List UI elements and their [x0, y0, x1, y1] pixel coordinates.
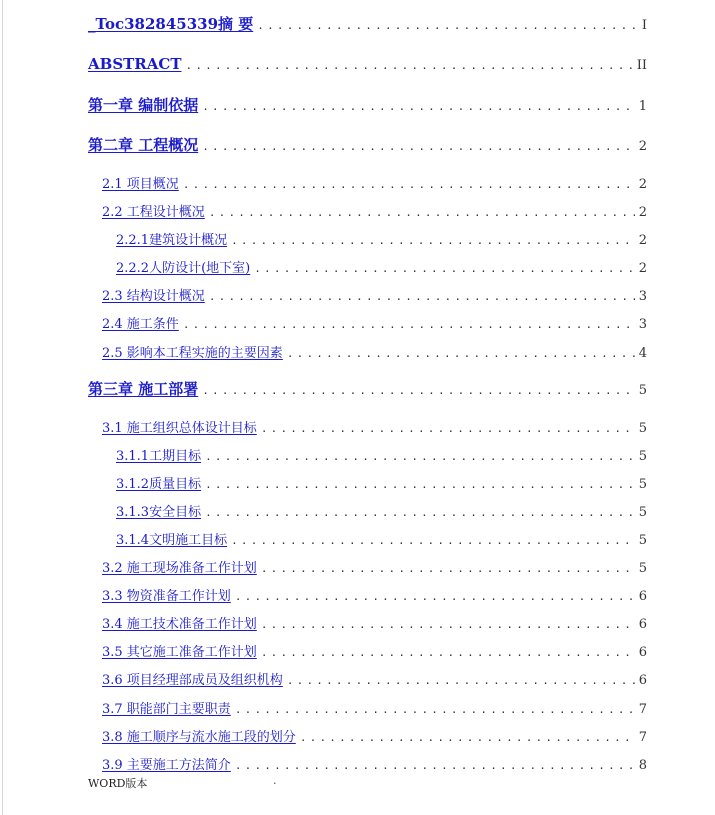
- toc-entry-2-2-2[interactable]: [116, 257, 647, 276]
- toc-entry-label[interactable]: 3.8 施工顺序与流水施工段的划分: [102, 730, 296, 745]
- toc-entry-label[interactable]: 第三章 施工部署: [88, 380, 199, 398]
- toc-leader-dots: [183, 178, 635, 191]
- toc-leader-dots: [257, 19, 635, 32]
- toc-entry-2-5[interactable]: [102, 342, 647, 361]
- toc-page-number: 5: [638, 533, 647, 548]
- toc-page-number: 7: [638, 730, 647, 745]
- toc-page-number: 6: [638, 673, 647, 688]
- toc-entry-3-7[interactable]: [102, 698, 647, 717]
- toc-page-number: 5: [638, 421, 647, 436]
- toc-leader-dots: [235, 590, 635, 603]
- page-footer: WORD版本: [88, 777, 148, 790]
- toc-page-number: 3: [638, 289, 647, 304]
- toc-entry-label[interactable]: 第二章 工程概况: [88, 136, 199, 154]
- toc-entry-chapter-2[interactable]: [88, 134, 647, 155]
- toc-entry-label[interactable]: 3.4 施工技术准备工作计划: [102, 617, 257, 632]
- toc-entry-3-9[interactable]: [102, 754, 647, 773]
- toc-leader-dots: [235, 703, 635, 716]
- toc-entry-2-1[interactable]: [102, 173, 647, 192]
- toc-page-number: II: [636, 58, 647, 73]
- toc-page-number: 5: [638, 383, 647, 398]
- toc-leader-dots: [205, 506, 635, 519]
- toc-entry-3-3[interactable]: [102, 585, 647, 604]
- toc-leader-dots: [205, 478, 635, 491]
- toc-leader-dots: [254, 262, 634, 275]
- toc-entry-label[interactable]: 3.1.3安全目标: [116, 505, 202, 520]
- toc-page-number: 2: [638, 177, 647, 192]
- toc-entry-3-1[interactable]: [102, 417, 647, 436]
- toc-page-number: 6: [638, 589, 647, 604]
- toc-page-number: 4: [638, 346, 647, 361]
- toc-leader-dots: [231, 534, 635, 547]
- toc-entry-label[interactable]: ABSTRACT: [88, 55, 182, 73]
- toc-entry-3-1-3[interactable]: [116, 501, 647, 520]
- toc-leader-dots: [205, 450, 635, 463]
- toc-entry-label[interactable]: 3.9 主要施工方法简介: [102, 758, 231, 773]
- toc-entry-label[interactable]: 2.1 项目概况: [102, 177, 179, 192]
- toc-entry-label[interactable]: 3.5 其它施工准备工作计划: [102, 645, 257, 660]
- toc-entry-2-4[interactable]: [102, 313, 647, 332]
- toc-page-number: 3: [638, 317, 647, 332]
- toc-entry-label[interactable]: 2.2 工程设计概况: [102, 205, 205, 220]
- toc-page-number: 6: [638, 617, 647, 632]
- toc-leader-dots: [209, 290, 635, 303]
- toc-leader-dots: [287, 674, 635, 687]
- toc-page-number: 2: [638, 261, 647, 276]
- toc-entry-label[interactable]: 3.1.4文明施工目标: [116, 533, 228, 548]
- toc-entry-label[interactable]: 2.2.2人防设计(地下室): [116, 261, 251, 276]
- toc-entry-label[interactable]: 第一章 编制依据: [88, 96, 199, 114]
- toc-page-number: 5: [638, 561, 647, 576]
- toc-entry-3-8[interactable]: [102, 726, 647, 745]
- toc-entry-3-2[interactable]: [102, 557, 647, 576]
- toc-entry-label[interactable]: 3.1.1工期目标: [116, 449, 202, 464]
- toc-entry-3-6[interactable]: [102, 669, 647, 688]
- toc-leader-dots: [287, 347, 635, 360]
- toc-entry-3-4[interactable]: [102, 613, 647, 632]
- toc-entry-label[interactable]: 3.7 职能部门主要职责: [102, 702, 231, 717]
- toc-entry-abstract-en[interactable]: [88, 55, 647, 73]
- toc-entry-label[interactable]: _Toc382845339摘 要: [88, 15, 254, 33]
- toc-entry-2-2-1[interactable]: [116, 229, 647, 248]
- toc-entry-2-2[interactable]: [102, 201, 647, 220]
- toc-leader-dots: [202, 140, 634, 153]
- toc-entry-label[interactable]: 3.1.2质量目标: [116, 477, 202, 492]
- footer-dot: .: [273, 774, 277, 787]
- toc-entry-2-3[interactable]: [102, 285, 647, 304]
- toc-leader-dots: [300, 731, 635, 744]
- toc-page-number: 8: [638, 758, 647, 773]
- toc-leader-dots: [235, 759, 635, 772]
- toc-entry-label[interactable]: 3.3 物资准备工作计划: [102, 589, 231, 604]
- page-left-border: [2, 0, 3, 815]
- toc-entry-3-1-2[interactable]: [116, 473, 647, 492]
- toc-page-number: I: [641, 18, 647, 33]
- toc-entry-chapter-3[interactable]: [88, 378, 647, 399]
- toc-entry-label[interactable]: 3.2 施工现场准备工作计划: [102, 561, 257, 576]
- toc-page-number: 5: [638, 449, 647, 464]
- toc-leader-dots: [261, 422, 635, 435]
- toc-page-number: 2: [638, 205, 647, 220]
- toc-entry-label[interactable]: 3.1 施工组织总体设计目标: [102, 421, 257, 436]
- toc-leader-dots: [209, 206, 635, 219]
- toc-page-number: 2: [638, 139, 647, 154]
- toc-entry-label[interactable]: 2.3 结构设计概况: [102, 289, 205, 304]
- toc-entry-3-5[interactable]: [102, 641, 647, 660]
- toc-leader-dots: [186, 59, 633, 72]
- toc-page-number: 2: [638, 233, 647, 248]
- toc-entry-label[interactable]: 2.4 施工条件: [102, 317, 179, 332]
- toc-entry-abstract-cn[interactable]: [88, 13, 647, 34]
- toc-page-number: 7: [638, 702, 647, 717]
- toc-entry-3-1-1[interactable]: [116, 445, 647, 464]
- toc-page-number: 5: [638, 477, 647, 492]
- toc-entry-label[interactable]: 2.5 影响本工程实施的主要因素: [102, 346, 283, 361]
- toc-leader-dots: [202, 100, 634, 113]
- toc-leader-dots: [261, 646, 635, 659]
- toc-entry-chapter-1[interactable]: [88, 94, 647, 115]
- toc-entry-label[interactable]: 3.6 项目经理部成员及组织机构: [102, 673, 283, 688]
- toc-leader-dots: [183, 318, 635, 331]
- toc-leader-dots: [261, 618, 635, 631]
- toc-page-number: 6: [638, 645, 647, 660]
- toc-page-number: 5: [638, 505, 647, 520]
- toc-leader-dots: [261, 562, 635, 575]
- toc-page-number: 1: [638, 99, 647, 114]
- toc-leader-dots: [231, 234, 635, 247]
- toc-leader-dots: [202, 384, 634, 397]
- toc-entry-label[interactable]: 2.2.1建筑设计概况: [116, 233, 228, 248]
- toc-entry-3-1-4[interactable]: [116, 529, 647, 548]
